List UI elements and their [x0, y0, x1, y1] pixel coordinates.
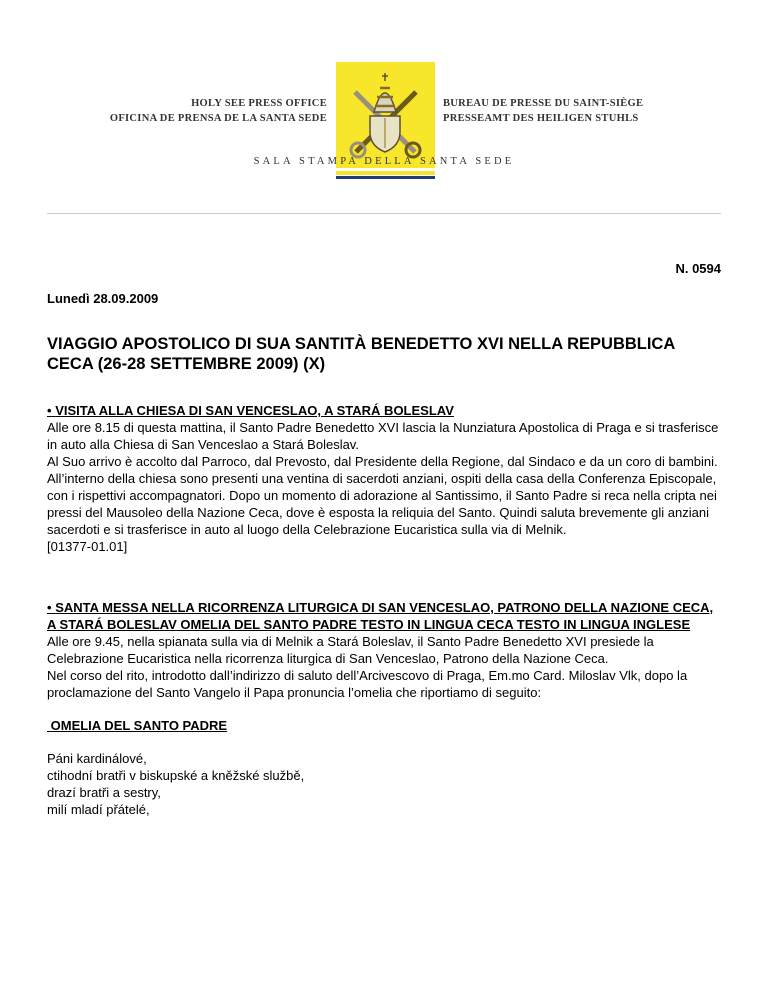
sala-stampa-title: SALA STAMPA DELLA SANTA SEDE [253, 156, 515, 167]
paragraph-visita-2: Al Suo arrivo è accolto dal Parroco, dal Prevosto, dal Presidente della Regione, dal Sindaco e da un coro di bambini. All’interno della chiesa sono presenti una ventina di sacerdoti anziani, ospiti della casa della Conferenza Episcopale, con i rispettivi accompagnatori. Dopo un momento di adorazione al Santissimo, il Santo Padre si reca nella cripta nei pressi del Mausoleo della Nazione Ceca, dove è esposta la reliquia del Santo. Quindi saluta brevemente gli anziani sacerdoti e si trasferisce in auto al luogo della Celebrazione Eucaristica sulla via di Melnik. [47, 454, 718, 537]
header-left-names [110, 96, 327, 126]
header-right-names [443, 96, 643, 126]
bullet: • [47, 403, 52, 418]
paragraph-messa-2: Nel corso del rito, introdotto dall’indirizzo di saluto dell’Arcivescovo di Praga, Em.mo Card. Miloslav Vlk, dopo la proclamazione del Santo Vangelo il Papa pronuncia l’omelia che riportiamo di seguito: [47, 668, 688, 700]
header-stripe-blue [336, 176, 435, 179]
bureau-de-presse-fr: BUREAU DE PRESSE DU SAINT-SIÈGE [443, 98, 644, 109]
greeting-line: ctihodní bratři v biskupské a kněžské službě, [47, 768, 305, 783]
section-visita-link[interactable]: VISITA ALLA CHIESA DI SAN VENCESLAO, A STARÁ BOLESLAV [55, 403, 454, 418]
bullet: • [47, 600, 52, 615]
greeting-line: Páni kardinálové, [47, 751, 147, 766]
presseamt-de: PRESSEAMT DES HEILIGEN STUHLS [443, 113, 639, 124]
section-visita-heading[interactable] [47, 402, 721, 419]
bulletin-title: VIAGGIO APOSTOLICO DI SUA SANTITÀ BENEDETTO XVI NELLA REPUBBLICA CECA (26-28 SETTEMBRE 2009) (X) [47, 335, 675, 373]
reference-code: [01377-01.01] [47, 539, 128, 554]
bulletin-number: N. 0594 [675, 261, 721, 276]
testo-inglese-link[interactable]: TESTO IN LINGUA INGLESE [516, 617, 691, 632]
omelia-greeting [47, 750, 721, 818]
header-divider [47, 213, 721, 214]
section-messa-link[interactable]: SANTA MESSA NELLA RICORRENZA LITURGICA DI SAN VENCESLAO, PATRONO DELLA NAZIONE CECA, A STARÁ BOLESLAV [47, 600, 714, 632]
paragraph-messa-1: Alle ore 9.45, nella spianata sulla via di Melnik a Stará Boleslav, il Santo Padre Benedetto XVI presiede la Celebrazione Eucaristica nella ricorrenza liturgica di San Venceslao, Patrono della Nazione Ceca. [47, 634, 654, 666]
header-stripe-yellow [336, 171, 435, 175]
press-office-header [0, 0, 768, 215]
omelia-link[interactable]: OMELIA DEL SANTO PADRE [180, 617, 357, 632]
paragraph-visita-1: Alle ore 8.15 di questa mattina, il Santo Padre Benedetto XVI lascia la Nunziatura Apostolica di Praga e si trasferisce in auto alla Chiesa di San Venceslao a Stará Boleslav. [47, 420, 719, 452]
bulletin-content [47, 260, 721, 818]
greeting-line: milí mladí přátelé, [47, 802, 150, 817]
greeting-line: drazí bratři a sestry, [47, 785, 161, 800]
omelia-heading [47, 717, 721, 734]
holy-see-press-office-en: HOLY SEE PRESS OFFICE [191, 98, 327, 109]
section-messa-heading [47, 599, 721, 633]
testo-ceca-link[interactable]: TESTO IN LINGUA CECA [360, 617, 514, 632]
papal-coat-of-arms-icon [336, 62, 435, 168]
holy-see-press-office-es: OFICINA DE PRENSA DE LA SANTA SEDE [109, 113, 327, 124]
omelia-heading-text[interactable]: OMELIA DEL SANTO PADRE [50, 718, 228, 733]
bulletin-date: Lunedì 28.09.2009 [47, 291, 159, 306]
